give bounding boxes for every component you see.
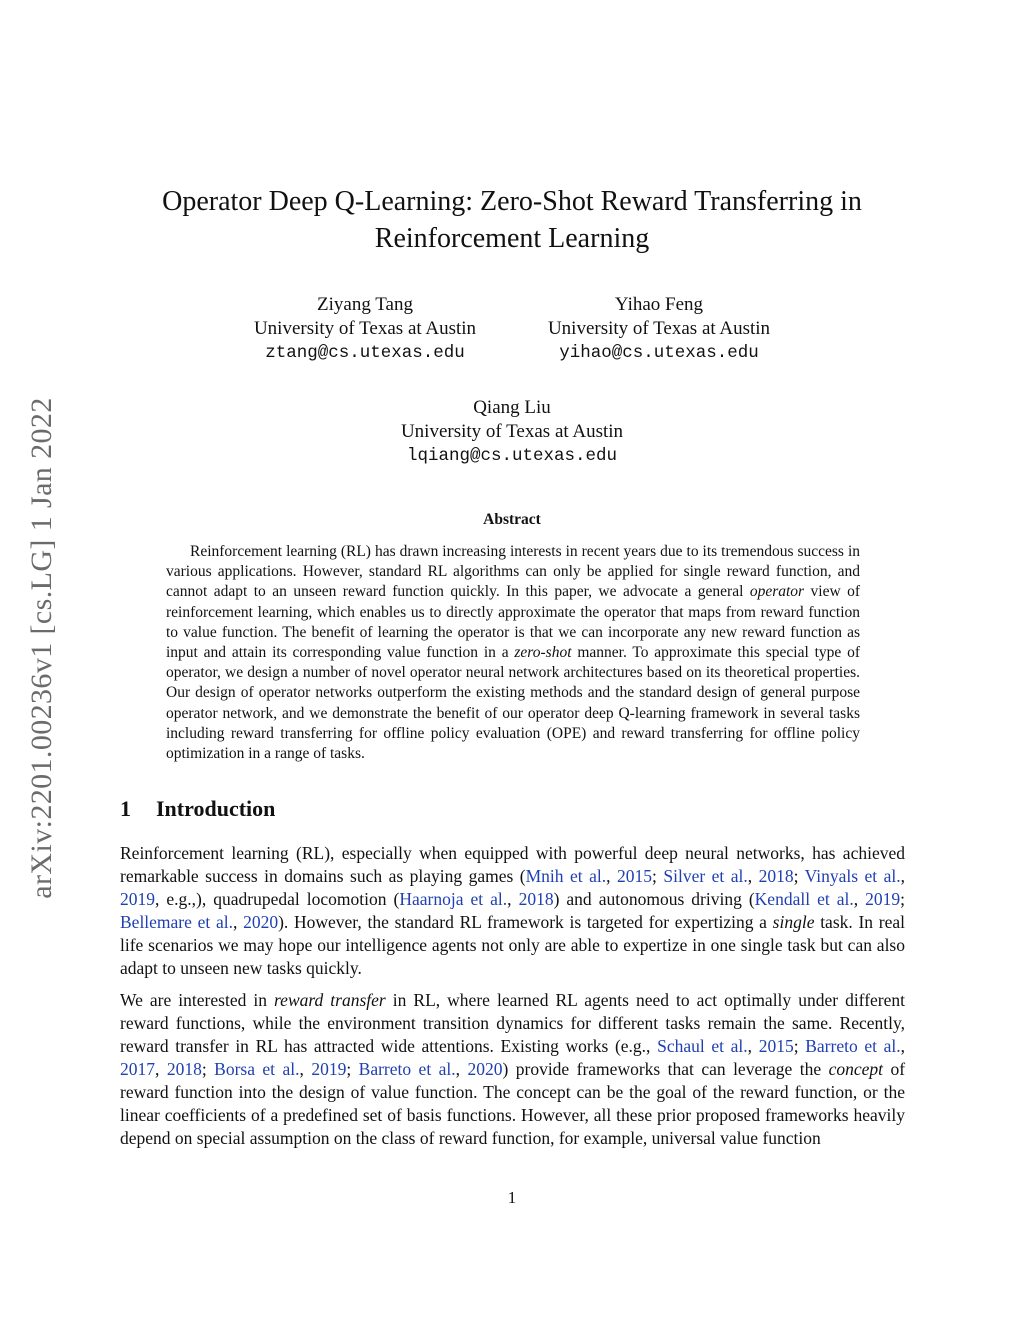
intro-paragraph-1 bbox=[120, 842, 905, 980]
emphasis: single bbox=[772, 912, 815, 932]
author-name: Ziyang Tang bbox=[317, 294, 413, 315]
citation-link[interactable]: 2018 bbox=[518, 889, 554, 909]
text-run: , e.g.,), quadrupedal locomotion ( bbox=[155, 889, 400, 909]
author-block-1 bbox=[205, 293, 525, 365]
citation-link[interactable]: Kendall et al. bbox=[754, 889, 854, 909]
citation-link[interactable]: Schaul et al. bbox=[657, 1036, 748, 1056]
author-block-3 bbox=[352, 396, 672, 468]
abstract-heading: Abstract bbox=[483, 511, 541, 528]
text-run: We are interested in bbox=[120, 990, 275, 1010]
intro-paragraph-2 bbox=[120, 989, 905, 1150]
citation-link[interactable]: 2020 bbox=[243, 912, 279, 932]
citation-link[interactable]: 2019 bbox=[311, 1059, 347, 1079]
text-run: , bbox=[900, 1036, 906, 1056]
author-name: Qiang Liu bbox=[473, 397, 551, 418]
arxiv-identifier: arXiv:2201.00236v1 [cs.LG] 1 Jan 2022 bbox=[25, 397, 58, 899]
emphasis: concept bbox=[828, 1059, 884, 1079]
abstract-text-run: Reinforcement learning (RL) has drawn increasing interests in recent years due to its tremendous success in various applications. However, standard RL algorithms can only be applied for single reward function, and cannot adapt to an unseen reward function quickly. In this paper, we advocate a general bbox=[166, 543, 860, 601]
text-run: ; bbox=[652, 866, 664, 886]
text-run: ; bbox=[900, 889, 906, 909]
author-affiliation: University of Texas at Austin bbox=[253, 318, 477, 339]
citation-link[interactable]: Mnih et al. bbox=[525, 866, 607, 886]
citation-link[interactable]: 2018 bbox=[166, 1059, 202, 1079]
section-heading-introduction bbox=[120, 796, 275, 822]
text-run: , bbox=[507, 889, 519, 909]
abstract-emphasis: zero-shot bbox=[514, 644, 572, 662]
citation-link[interactable]: Silver et al. bbox=[663, 866, 748, 886]
citation-link[interactable]: 2020 bbox=[467, 1059, 503, 1079]
citation-link[interactable]: 2019 bbox=[120, 889, 155, 909]
text-run: , bbox=[853, 889, 866, 909]
citation-link[interactable]: 2017 bbox=[120, 1059, 155, 1079]
text-run: , bbox=[606, 866, 618, 886]
author-block-2 bbox=[499, 293, 819, 365]
page-number: 1 bbox=[507, 1188, 517, 1207]
citation-link[interactable]: Barreto et al. bbox=[358, 1059, 456, 1079]
citation-link[interactable]: Borsa et al. bbox=[214, 1059, 300, 1079]
author-email: yihao@cs.utexas.edu bbox=[559, 343, 759, 363]
citation-link[interactable]: Haarnoja et al. bbox=[399, 889, 508, 909]
text-run: Reinforcement learning (RL), especially when equipped with powerful deep neural networks, has achieved remarkable success in domains such as playing games ( bbox=[120, 843, 905, 886]
abstract-text-run: manner. To approximate this special type of operator, we design a number of novel operator neural network architectures based on its theoretical properties. Our design of operator networks outperform the existing methods and the standard design of general purpose operator network, and we demonstrate the benefit of our operator deep Q-learning framework in several tasks including reward transferring for offline policy evaluation (OPE) and reward transferring for offline policy optimization in a range of tasks. bbox=[166, 644, 860, 763]
author-name: Yihao Feng bbox=[614, 294, 704, 315]
author-email: ztang@cs.utexas.edu bbox=[265, 343, 465, 363]
text-run: ; bbox=[346, 1059, 359, 1079]
section-number: 1 bbox=[120, 796, 131, 821]
citation-link[interactable]: 2015 bbox=[758, 1036, 794, 1056]
text-run: , bbox=[232, 912, 244, 932]
text-run: of reward function into the design of value function. The concept can be the goal of the reward function, or the linear coefficients of a predefined set of basis functions. However, all these prior proposed frameworks heavily depend on special assumption on the class of reward function, for example, universal value function bbox=[120, 1059, 906, 1148]
citation-link[interactable]: Barreto et al. bbox=[805, 1036, 901, 1056]
citation-link[interactable]: 2019 bbox=[865, 889, 901, 909]
text-run: task. In real life scenarios we may hope our intelligence agents not only are able to expertize in one single task but can also adapt to unseen new tasks quickly. bbox=[120, 912, 905, 978]
text-run: ) provide frameworks that can leverage the bbox=[502, 1059, 829, 1079]
citation-link[interactable]: 2018 bbox=[758, 866, 794, 886]
text-run: ; bbox=[793, 1036, 806, 1056]
citation-link[interactable]: Bellemare et al. bbox=[120, 912, 233, 932]
abstract-text-run: view of reinforcement learning, which enables us to directly approximate the operator that maps from reward function to value function. The benefit of learning the operator is that we can incorporate any new reward function as input and attain its corresponding value function in a bbox=[166, 583, 860, 662]
abstract-text bbox=[166, 542, 860, 764]
text-run: ) and autonomous driving ( bbox=[553, 889, 755, 909]
text-run: , bbox=[299, 1059, 312, 1079]
text-run: ; bbox=[201, 1059, 215, 1079]
arxiv-side-stamp bbox=[19, 370, 65, 926]
author-email: lqiang@cs.utexas.edu bbox=[406, 446, 618, 466]
author-affiliation: University of Texas at Austin bbox=[400, 421, 624, 442]
text-run: in RL, where learned RL agents need to act optimally under different reward functions, while the environment transition dynamics for different tasks remain the same. Recently, reward transfer in RL has attracted wide attentions. Existing works (e.g., bbox=[120, 990, 906, 1056]
section-title: Introduction bbox=[156, 796, 276, 821]
text-run: , bbox=[747, 866, 759, 886]
text-run: , bbox=[747, 1036, 759, 1056]
text-run: , bbox=[155, 1059, 167, 1079]
citation-link[interactable]: 2015 bbox=[617, 866, 653, 886]
text-run: ). However, the standard RL framework is targeted for expertizing a bbox=[278, 912, 773, 932]
text-run: , bbox=[900, 866, 906, 886]
text-run: ; bbox=[793, 866, 805, 886]
paper-title: Operator Deep Q-Learning: Zero-Shot Reward Transferring in Reinforcement Learning bbox=[162, 186, 862, 254]
citation-link[interactable]: Vinyals et al. bbox=[804, 866, 901, 886]
text-run: , bbox=[455, 1059, 468, 1079]
author-affiliation: University of Texas at Austin bbox=[547, 318, 771, 339]
abstract-emphasis: operator bbox=[749, 583, 805, 601]
emphasis: reward transfer bbox=[274, 990, 386, 1010]
